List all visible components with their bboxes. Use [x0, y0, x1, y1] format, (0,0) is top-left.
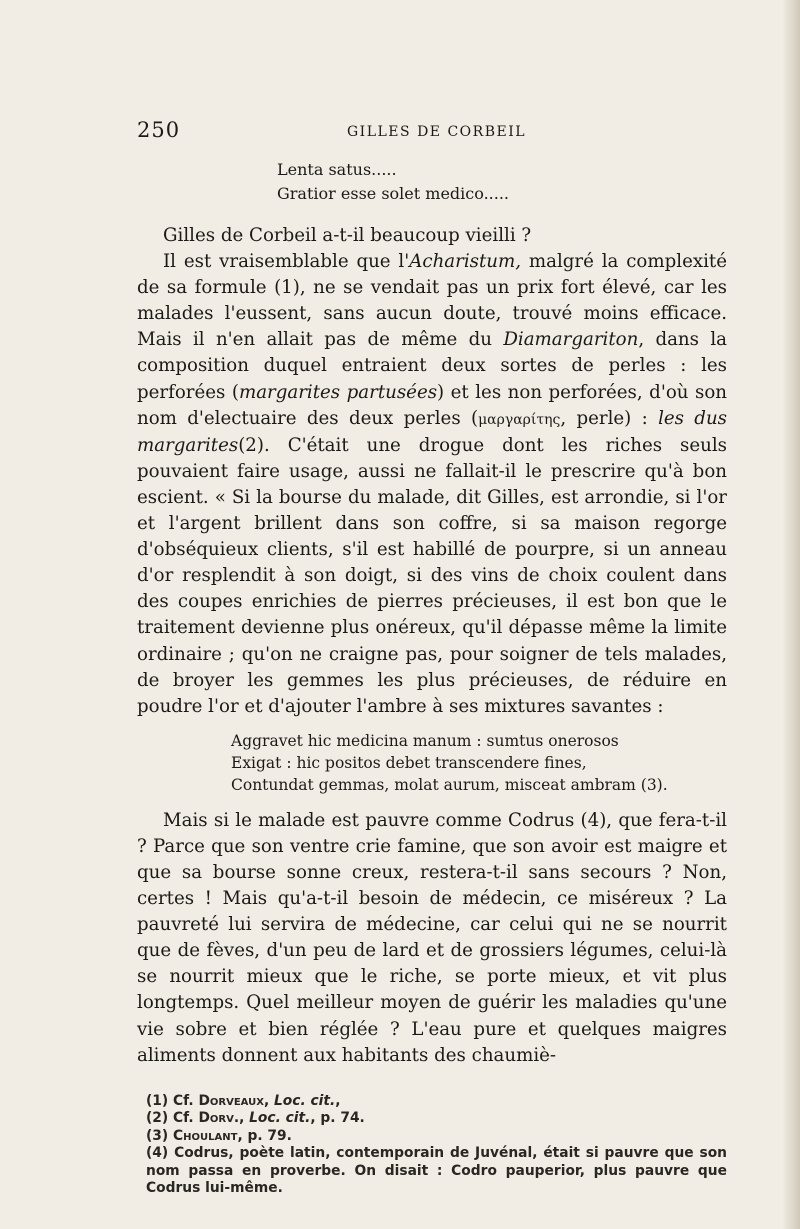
footnote-1: (1) Cf. Dorveaux, Loc. cit.,	[146, 1092, 341, 1109]
verse-line-1: Aggravet hic medicina manum : sumtus onerosos	[231, 731, 619, 750]
book-page	[137, 118, 727, 1198]
paragraph-3: Mais si le malade est pauvre comme Codrus (4), que fera-t-il ? Parce que son ventre crie famine, que son avoir est maigre et que sa bourse sonne creux, restera-t-il sans secours ? Non, certes ! Mais qu'a-t-il besoin de médecin, ce miséreux ? La pauvreté lui servira de médecine, car celui qui ne se nourrit que de fèves, d'un peu de lard et de grossiers légumes, celui-là se nourrit mieux que le riche, se porte mieux, et vit plus longtemps. Quel meilleur moyen de guérir les maladies qu'une vie sobre et bien réglée ? L'eau pure et quelques maigres aliments donnent aux habitants des chaumiè-	[137, 809, 727, 1066]
latin-verse	[231, 730, 727, 796]
paragraph-2: Il est vraisemblable que l'Acharistum, malgré la complexité de sa formule (1), ne se vendait pas un prix fort élevé, car les malades l'eussent, sans aucun doute, trouvé moins efficace. Mais il n'en allait pas de même du Diamargariton, dans la composition duquel entraient deux sortes de perles : les perforées (margarites partusées) et les non perforées, d'où son nom d'electuaire des deux perles (μαργαρίτης, perle) : les dus margarites(2). C'était une drogue dont les riches seuls pouvaient faire usage, aussi ne fallait-il le prescrire qu'à bon escient. « Si la bourse du malade, dit Gilles, est arrondie, si l'or et l'argent brillent dans son coffre, si sa maison regorge d'obséquieux clients, s'il est habillé de pourpre, si un anneau d'or resplendit à son doigt, si des vins de choix coulent dans des coupes enrichies de pierres précieuses, il est bon que le traitement devienne plus onéreux, qu'il dépasse même la limite ordinaire ; qu'on ne craigne pas, pour soigner de tels malades, de broyer les gemmes les plus précieuses, de réduire en poudre l'or et d'ajouter l'ambre à ses mixtures savantes :	[137, 251, 727, 717]
epigraph-line-1: Lenta satus.....	[277, 160, 397, 179]
footnote-2: (2) Cf. Dorv., Loc. cit., p. 74.	[146, 1110, 365, 1127]
greek-word: μαργαρίτης	[478, 411, 561, 428]
verse-line-3: Contundat gemmas, molat aurum, misceat ambram (3).	[231, 775, 668, 794]
epigraph-line-2: Gratior esse solet medico.....	[277, 184, 510, 203]
paragraph-1: Gilles de Corbeil a-t-il beaucoup vieilli ?	[163, 225, 532, 246]
running-head	[137, 118, 727, 148]
page-edge-shadow	[782, 0, 800, 1229]
verse-line-2: Exigat : hic positos debet transcendere fines,	[231, 753, 587, 772]
footnote-3: (3) Choulant, p. 79.	[146, 1127, 292, 1144]
running-title: GILLES DE CORBEIL	[347, 124, 527, 140]
footnotes	[137, 1093, 727, 1198]
footnote-4: (4) Codrus, poète latin, contemporain de Juvénal, était si pauvre que son nom passa en proverbe. On disait : Codro pauperior, plus pauvre que Codrus lui-même.	[146, 1145, 727, 1197]
page-number: 250	[137, 118, 181, 142]
epigraph	[277, 158, 727, 206]
